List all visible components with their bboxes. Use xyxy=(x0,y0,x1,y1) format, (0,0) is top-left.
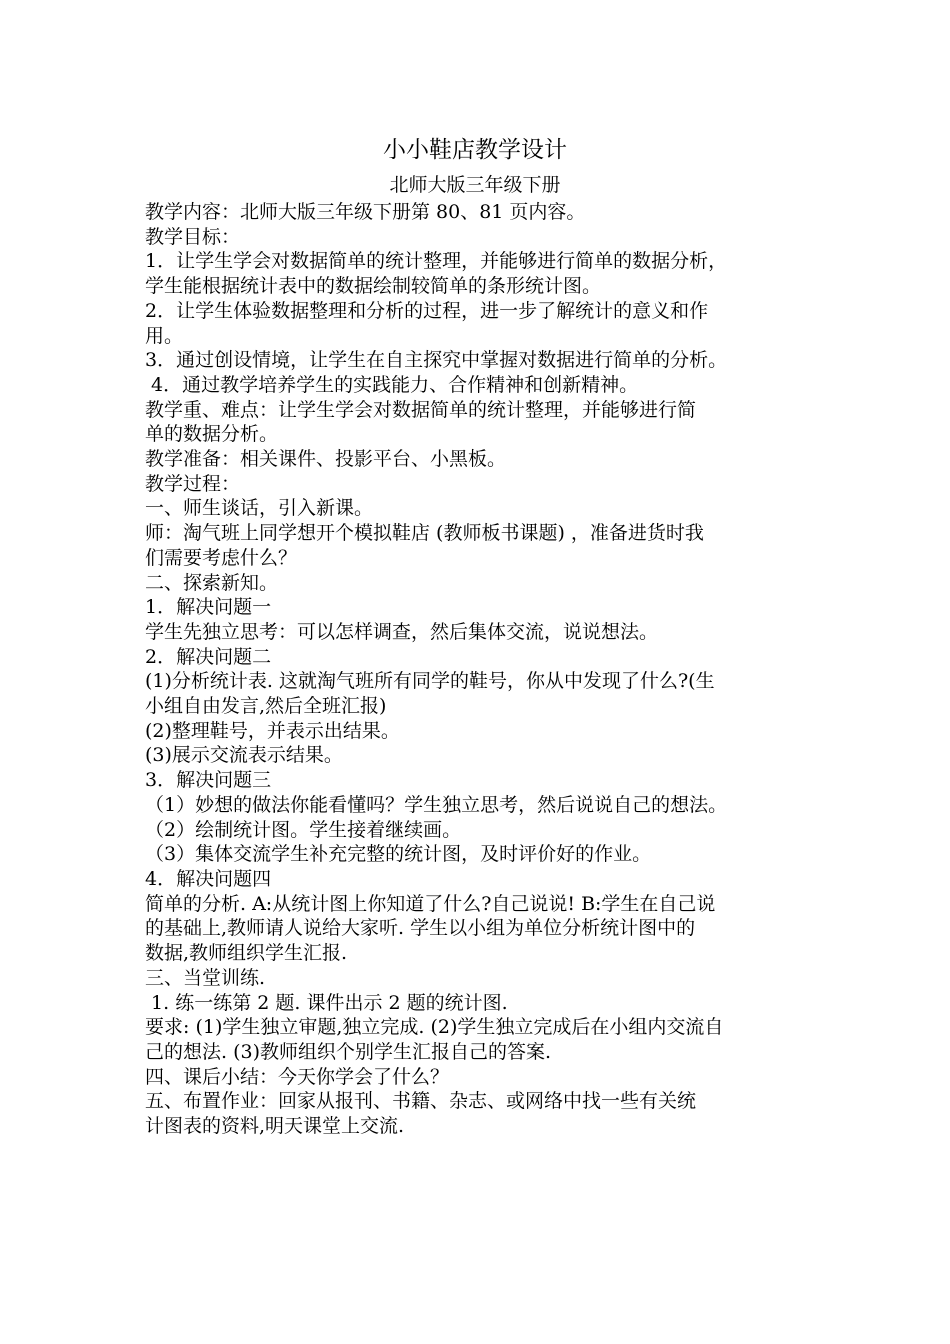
body-line: 教学准备：相关课件、投影平台、小黑板。 xyxy=(145,448,507,471)
body-line: 要求: (1)学生独立审题,独立完成. (2)学生独立完成后在小组内交流自 xyxy=(145,1016,724,1039)
body-line: 己的想法. (3)教师组织个别学生汇报自己的答案. xyxy=(145,1040,552,1063)
body-line: 的基础上,教师请人说给大家听. 学生以小组为单位分析统计图中的 xyxy=(145,917,696,940)
body-line: (2)整理鞋号，并表示出结果。 xyxy=(145,719,400,742)
body-line: 简单的分析. A:从统计图上你知道了什么?自己说说! B:学生在自己说 xyxy=(145,892,716,915)
body-line: 1．让学生学会对数据简单的统计整理，并能够进行简单的数据分析， xyxy=(145,250,728,273)
body-line: 单的数据分析。 xyxy=(145,423,279,446)
body-line: 4．通过教学培养学生的实践能力、合作精神和创新精神。 xyxy=(145,373,639,396)
body-line: (1)分析统计表. 这就淘气班所有同学的鞋号，你从中发现了什么?(生 xyxy=(145,670,715,693)
body-line: 一、师生谈话，引入新课。 xyxy=(145,497,374,520)
body-line: 四、课后小结：今天你学会了什么？ xyxy=(145,1065,450,1088)
body-line: 3．通过创设情境，让学生在自主探究中掌握对数据进行简单的分析。 xyxy=(145,349,728,372)
body-line: 教学目标： xyxy=(145,225,241,248)
body-line: 小组自由发言,然后全班汇报) xyxy=(145,695,387,718)
body-line: 师：淘气班上同学想开个模拟鞋店 (教师板书课题) ，准备进货时我 xyxy=(145,522,704,545)
body-line: 2．让学生体验数据整理和分析的过程，进一步了解统计的意义和作 xyxy=(145,299,709,322)
body-line: 1．解决问题一 xyxy=(145,596,272,619)
body-line: 1. 练一练第 2 题. 课件出示 2 题的统计图. xyxy=(145,991,508,1014)
body-line: 教学过程： xyxy=(145,472,241,495)
body-line: 学生能根据统计表中的数据绘制较简单的条形统计图。 xyxy=(145,275,602,298)
document-page xyxy=(145,130,825,1139)
body-line: （3）集体交流学生补充完整的统计图，及时评价好的作业。 xyxy=(145,843,652,866)
body-line: 五、布置作业：回家从报刊、书籍、杂志、或网络中找一些有关统 xyxy=(145,1090,697,1113)
body-line: 计图表的资料,明天课堂上交流. xyxy=(145,1115,405,1138)
body-line: 教学内容：北师大版三年级下册第 80、81 页内容。 xyxy=(145,201,586,223)
body-line: 4．解决问题四 xyxy=(145,867,272,890)
body-line: （1）妙想的做法你能看懂吗？学生独立思考，然后说说自己的想法。 xyxy=(145,793,728,816)
body-line: 2．解决问题二 xyxy=(145,645,272,668)
body-line: 用。 xyxy=(145,324,184,347)
body-line: 数据,教师组织学生汇报. xyxy=(145,942,348,965)
document-body xyxy=(145,200,825,1139)
body-line: （2）绘制统计图。学生接着继续画。 xyxy=(145,818,462,841)
body-line: 3．解决问题三 xyxy=(145,769,272,792)
body-line: 三、当堂训练. xyxy=(145,966,266,989)
document-title: 小小鞋店教学设计 xyxy=(383,137,567,163)
document-subtitle: 北师大版三年级下册 xyxy=(389,174,561,196)
body-line: 学生先独立思考：可以怎样调查，然后集体交流，说说想法。 xyxy=(145,620,659,643)
body-line: 们需要考虑什么？ xyxy=(145,546,298,569)
body-line: 二、探索新知。 xyxy=(145,571,279,594)
body-line: (3)展示交流表示结果。 xyxy=(145,744,343,767)
body-line: 教学重、难点：让学生学会对数据简单的统计整理，并能够进行简 xyxy=(145,398,697,421)
